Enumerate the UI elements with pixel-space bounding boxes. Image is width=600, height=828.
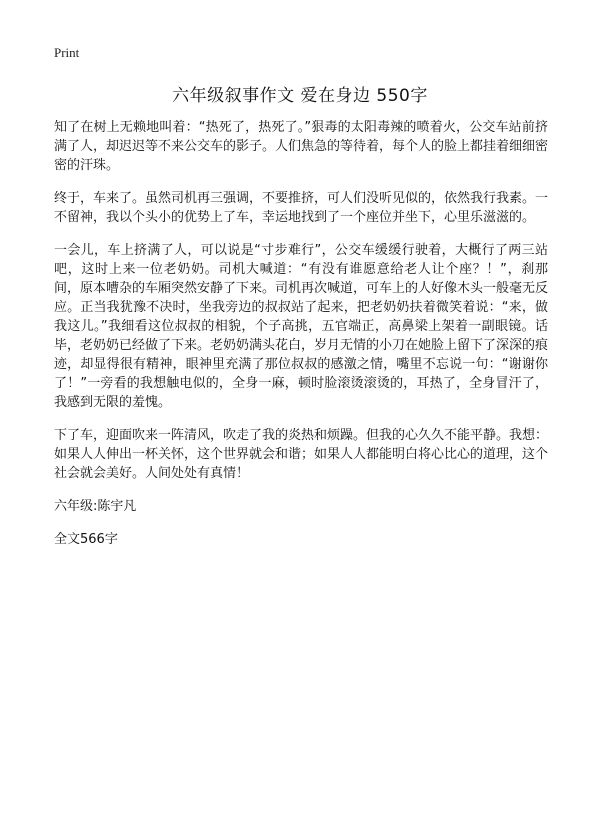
article-paragraph-2: 终于，车来了。虽然司机再三强调，不要推挤，可人们没听见似的，依然我行我素。一不留神，我以个头小的优势上了车，幸运地找到了一个座位并坐下，心里乐滋滋的。	[54, 191, 549, 225]
article-paragraph-1: 知了在树上无赖地叫着：“热死了，热死了。”狠毒的太阳毒辣的喷着火，公交车站前挤满了人，却迟迟等不来公交车的影子。人们焦急的等待着，每个人的脸上都挂着细细密密的汗珠。	[54, 120, 549, 173]
article-paragraph-4: 下了车，迎面吹来一阵清风，吹走了我的炎热和烦躁。但我的心久久不能平静。我想：如果人人伸出一杯关怀，这个世界就会和谐；如果人人都能明白将心比心的道理，这个社会就会美好。人间处处有真情！	[54, 428, 549, 481]
author-signature: 六年级:陈宇凡	[54, 499, 137, 514]
article-paragraph-3: 一会儿，车上挤满了人，可以说是“寸步难行”，公交车缓缓行驶着，大概行了两三站吧，这时上来一位老奶奶。司机大喊道：“有没有谁愿意给老人让个座？！”，刹那间，原本嘈杂的车厢突然安静了下来。司机再次喊道，可车上的人好像木头一般毫无反应。正当我犹豫不决时，坐我旁边的叔叔站了起来，把老奶奶扶着微笑着说：“来，做我这儿。”我细看这位叔叔的相貌，个子高挑，五官端正，高鼻梁上架着一副眼镜。话毕，老奶奶已经做了下来。老奶奶满头花白，岁月无情的小刀在她脸上留下了深深的痕迹，却显得很有精神，眼神里充满了那位叔叔的感激之情，嘴里不忘说一句：“谢谢你了！”一旁看的我想触电似的，全身一麻，顿时脸滚烫滚烫的，耳热了，全身冒汗了，我感到无限的羞愧。	[54, 243, 549, 410]
print-link[interactable]: Print	[54, 45, 80, 60]
word-count: 全文566字	[54, 532, 118, 547]
article-title: 六年级叙事作文 爱在身边 550字	[172, 86, 428, 106]
article-body	[54, 118, 548, 561]
